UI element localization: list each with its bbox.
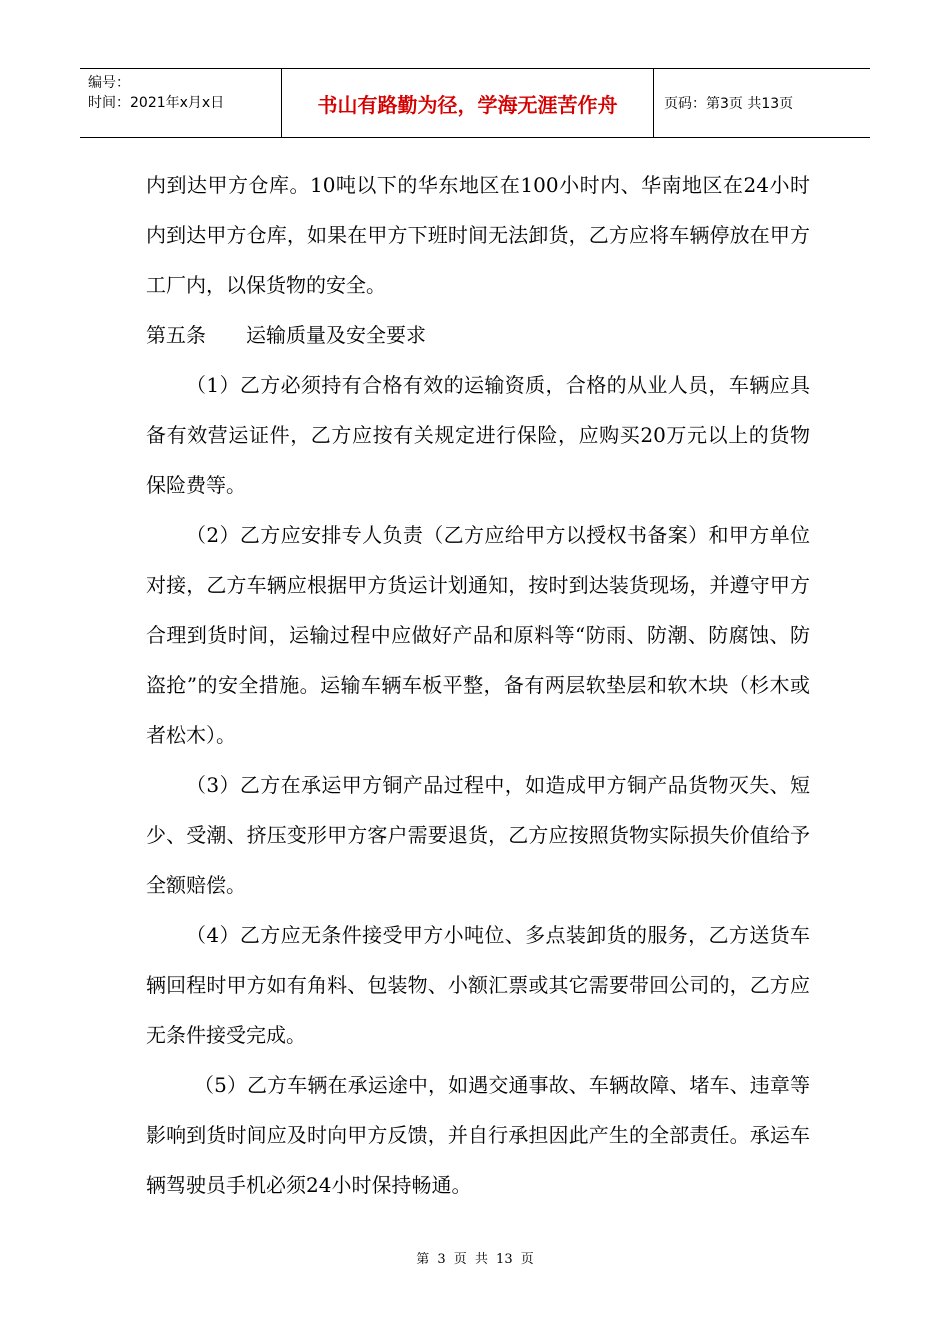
page-header — [80, 68, 870, 138]
clause-1: （1）乙方必须持有合格有效的运输资质，合格的从业人员，车辆应具备有效营运证件，乙方应按有关规定进行保险，应购买20万元以上的货物保险费等。 — [146, 373, 810, 497]
document-number-label: 编号： — [88, 75, 130, 91]
clause-4: （4）乙方应无条件接受甲方小吨位、多点装卸货的服务，乙方送货车辆回程时甲方如有角料、包装物、小额汇票或其它需要带回公司的，乙方应无条件接受完成。 — [146, 923, 810, 1047]
header-motto: 书山有路勤为径，学海无涯苦作舟 — [282, 69, 654, 137]
document-body — [146, 160, 810, 1210]
clause-3: （3）乙方在承运甲方铜产品过程中，如造成甲方铜产品货物灭失、短少、受潮、挤压变形甲方客户需要退货，乙方应按照货物实际损失价值给予全额赔偿。 — [146, 773, 810, 897]
header-meta — [80, 69, 282, 137]
article-heading: 第五条 运输质量及安全要求 — [146, 323, 426, 347]
clause-2: （2）乙方应安排专人负责（乙方应给甲方以授权书备案）和甲方单位对接，乙方车辆应根据甲方货运计划通知，按时到达装货现场，并遵守甲方合理到货时间，运输过程中应做好产品和原料等“防雨、防潮、防腐蚀、防盗抢”的安全措施。运输车辆车板平整，备有两层软垫层和软木块（杉木或者松木）。 — [146, 523, 810, 747]
header-page-info: 页码：第3页 共13页 — [664, 96, 794, 112]
page-footer: 第 3 页 共 13 页 — [416, 1252, 534, 1267]
paragraph-continuation: 内到达甲方仓库。10吨以下的华东地区在100小时内、华南地区在24小时内到达甲方仓库，如果在甲方下班时间无法卸货，乙方应将车辆停放在甲方工厂内，以保货物的安全。 — [146, 173, 810, 297]
clause-5: （5）乙方车辆在承运途中，如遇交通事故、车辆故障、堵车、违章等影响到货时间应及时向甲方反馈，并自行承担因此产生的全部责任。承运车辆驾驶员手机必须24小时保持畅通。 — [146, 1073, 810, 1197]
document-time: 时间：2021年x月x日 — [88, 95, 225, 111]
